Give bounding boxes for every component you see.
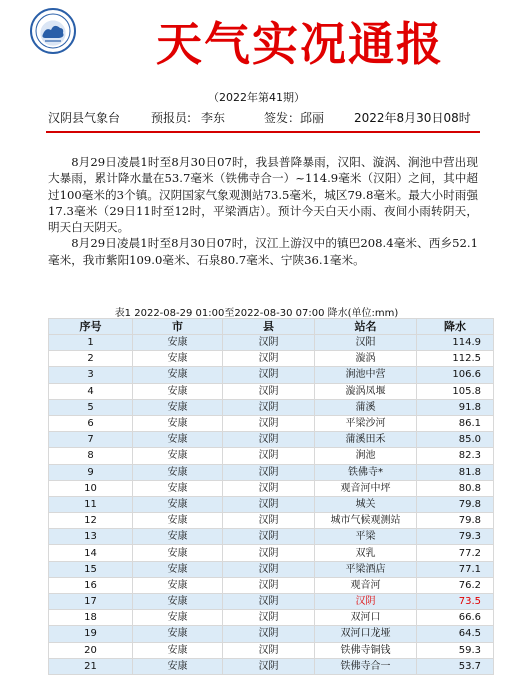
cell-index: 9 (49, 464, 133, 480)
table-row (49, 480, 494, 496)
cell-station: 涧池中营 (315, 367, 417, 383)
cell-station: 观音河中坪 (315, 480, 417, 496)
header-precipitation: 降水 (417, 319, 494, 335)
cell-station: 汉阴 (315, 594, 417, 610)
header-index: 序号 (49, 319, 133, 335)
cell-station: 双河口龙垭 (315, 626, 417, 642)
cell-index: 3 (49, 367, 133, 383)
cell-city: 安康 (133, 367, 223, 383)
table-row (49, 367, 494, 383)
table-row (49, 432, 494, 448)
cell-station: 观音河 (315, 577, 417, 593)
cell-index: 19 (49, 626, 133, 642)
cell-index: 14 (49, 545, 133, 561)
cell-precipitation: 86.1 (417, 415, 494, 431)
cell-index: 7 (49, 432, 133, 448)
table-row (49, 561, 494, 577)
cell-precipitation: 77.1 (417, 561, 494, 577)
table-row (49, 658, 494, 674)
cell-precipitation: 106.6 (417, 367, 494, 383)
cell-city: 安康 (133, 496, 223, 512)
cell-station: 平梁沙河 (315, 415, 417, 431)
page-title: 天气实况通报 (156, 17, 444, 71)
cell-precipitation: 73.5 (417, 594, 494, 610)
cell-city: 安康 (133, 399, 223, 415)
cell-county: 汉阴 (223, 561, 315, 577)
cell-county: 汉阴 (223, 432, 315, 448)
cell-city: 安康 (133, 561, 223, 577)
table-row (49, 642, 494, 658)
cell-city: 安康 (133, 351, 223, 367)
report-meta (48, 108, 478, 128)
cell-precipitation: 79.3 (417, 529, 494, 545)
cell-city: 安康 (133, 594, 223, 610)
cell-station: 双河口 (315, 610, 417, 626)
cell-station: 涧池 (315, 448, 417, 464)
cell-county: 汉阴 (223, 513, 315, 529)
cell-index: 2 (49, 351, 133, 367)
cell-station: 平梁 (315, 529, 417, 545)
cell-precipitation: 59.3 (417, 642, 494, 658)
cell-station: 平梁酒店 (315, 561, 417, 577)
cell-index: 20 (49, 642, 133, 658)
cell-city: 安康 (133, 513, 223, 529)
table-row (49, 351, 494, 367)
cell-precipitation: 79.8 (417, 496, 494, 512)
cell-station: 城关 (315, 496, 417, 512)
cell-station: 铁佛寺* (315, 464, 417, 480)
cell-station: 漩涡凤堰 (315, 383, 417, 399)
cell-precipitation: 64.5 (417, 626, 494, 642)
header-county: 县 (223, 319, 315, 335)
table-row (49, 496, 494, 512)
cell-county: 汉阴 (223, 383, 315, 399)
cell-precipitation: 79.8 (417, 513, 494, 529)
header-city: 市 (133, 319, 223, 335)
table-caption: 表1 2022-08-29 01:00至2022-08-30 07:00 降水(单位:mm) (114, 308, 399, 319)
cell-precipitation: 76.2 (417, 577, 494, 593)
cell-city: 安康 (133, 626, 223, 642)
cell-station: 漩涡 (315, 351, 417, 367)
cell-station: 蒲溪 (315, 399, 417, 415)
cell-station: 双乳 (315, 545, 417, 561)
cell-county: 汉阴 (223, 658, 315, 674)
cell-county: 汉阴 (223, 626, 315, 642)
issue-datetime: 2022年8月30日08时 (354, 111, 471, 125)
precipitation-table (48, 318, 494, 675)
cell-city: 安康 (133, 415, 223, 431)
cell-city: 安康 (133, 610, 223, 626)
cell-index: 10 (49, 480, 133, 496)
table-row (49, 415, 494, 431)
cell-county: 汉阴 (223, 642, 315, 658)
cell-index: 18 (49, 610, 133, 626)
table-row (49, 399, 494, 415)
header-station: 站名 (315, 319, 417, 335)
cell-city: 安康 (133, 335, 223, 351)
cell-index: 6 (49, 415, 133, 431)
cell-county: 汉阴 (223, 399, 315, 415)
table-row (49, 513, 494, 529)
cell-precipitation: 53.7 (417, 658, 494, 674)
paragraph-upstream-summary: 8月29日凌晨1时至8月30日07时，汉江上游汉中的镇巴208.4毫米、西乡52.1毫米，我市紫阳109.0毫米、石泉80.7毫米、宁陕36.1毫米。 (48, 236, 478, 267)
meteorological-emblem-icon (30, 8, 76, 54)
cell-county: 汉阴 (223, 496, 315, 512)
table-row (49, 610, 494, 626)
cell-county: 汉阴 (223, 415, 315, 431)
cell-city: 安康 (133, 529, 223, 545)
cell-city: 安康 (133, 642, 223, 658)
report-body (48, 154, 478, 268)
cell-index: 15 (49, 561, 133, 577)
cell-precipitation: 85.0 (417, 432, 494, 448)
cell-station: 城市气候观测站 (315, 513, 417, 529)
signer-name: 邱丽 (300, 111, 325, 125)
cell-county: 汉阴 (223, 367, 315, 383)
cell-index: 5 (49, 399, 133, 415)
cell-city: 安康 (133, 545, 223, 561)
cell-city: 安康 (133, 432, 223, 448)
cell-index: 17 (49, 594, 133, 610)
issuing-office: 汉阴县气象台 (48, 111, 121, 125)
table-row (49, 594, 494, 610)
cell-precipitation: 66.6 (417, 610, 494, 626)
cell-county: 汉阴 (223, 594, 315, 610)
paragraph-county-summary: 8月29日凌晨1时至8月30日07时，我县普降暴雨，汉阳、漩涡、涧池中营出现大暴雨，累计降水量在53.7毫米（铁佛寺合一）~114.9毫米（汉阳）之间，其中超过100毫米的3个镇。汉阴国家气象观测站73.5毫米，城区79.8毫米。最大小时雨强17.3毫米（29日11时至12时，平梁酒店）。预计今天白天小雨、夜间小雨转阴天，明天白天阴天。 (48, 155, 478, 235)
table-row (49, 448, 494, 464)
cell-county: 汉阴 (223, 464, 315, 480)
cell-city: 安康 (133, 448, 223, 464)
table-row (49, 464, 494, 480)
cell-precipitation: 81.8 (417, 464, 494, 480)
table-row (49, 545, 494, 561)
cell-index: 1 (49, 335, 133, 351)
table-row (49, 529, 494, 545)
cell-county: 汉阴 (223, 448, 315, 464)
table-row (49, 335, 494, 351)
cell-precipitation: 91.8 (417, 399, 494, 415)
cell-index: 16 (49, 577, 133, 593)
cell-station: 铁佛寺合一 (315, 658, 417, 674)
cell-index: 11 (49, 496, 133, 512)
cell-county: 汉阴 (223, 335, 315, 351)
cell-index: 13 (49, 529, 133, 545)
forecaster-name: 李东 (201, 111, 226, 125)
cell-county: 汉阴 (223, 577, 315, 593)
cell-index: 21 (49, 658, 133, 674)
cell-city: 安康 (133, 480, 223, 496)
signer-label: 签发： (264, 111, 301, 125)
cell-station: 汉阳 (315, 335, 417, 351)
header-divider (46, 131, 480, 133)
table-row (49, 626, 494, 642)
issue-number: （2022年第41期） (208, 91, 305, 104)
table-header-row (49, 319, 494, 335)
cell-county: 汉阴 (223, 351, 315, 367)
forecaster-label: 预报员: (151, 111, 192, 125)
table-body (49, 335, 494, 675)
cell-index: 12 (49, 513, 133, 529)
cell-city: 安康 (133, 658, 223, 674)
cell-precipitation: 105.8 (417, 383, 494, 399)
cell-county: 汉阴 (223, 545, 315, 561)
cell-city: 安康 (133, 383, 223, 399)
cell-index: 8 (49, 448, 133, 464)
cell-precipitation: 77.2 (417, 545, 494, 561)
cell-city: 安康 (133, 464, 223, 480)
cell-index: 4 (49, 383, 133, 399)
cell-city: 安康 (133, 577, 223, 593)
cell-precipitation: 80.8 (417, 480, 494, 496)
cell-precipitation: 112.5 (417, 351, 494, 367)
table-row (49, 577, 494, 593)
cell-precipitation: 114.9 (417, 335, 494, 351)
cell-county: 汉阴 (223, 529, 315, 545)
cell-county: 汉阴 (223, 610, 315, 626)
table-row (49, 383, 494, 399)
cell-station: 蒲溪田禾 (315, 432, 417, 448)
cell-station: 铁佛寺铜钱 (315, 642, 417, 658)
cell-precipitation: 82.3 (417, 448, 494, 464)
cell-county: 汉阴 (223, 480, 315, 496)
